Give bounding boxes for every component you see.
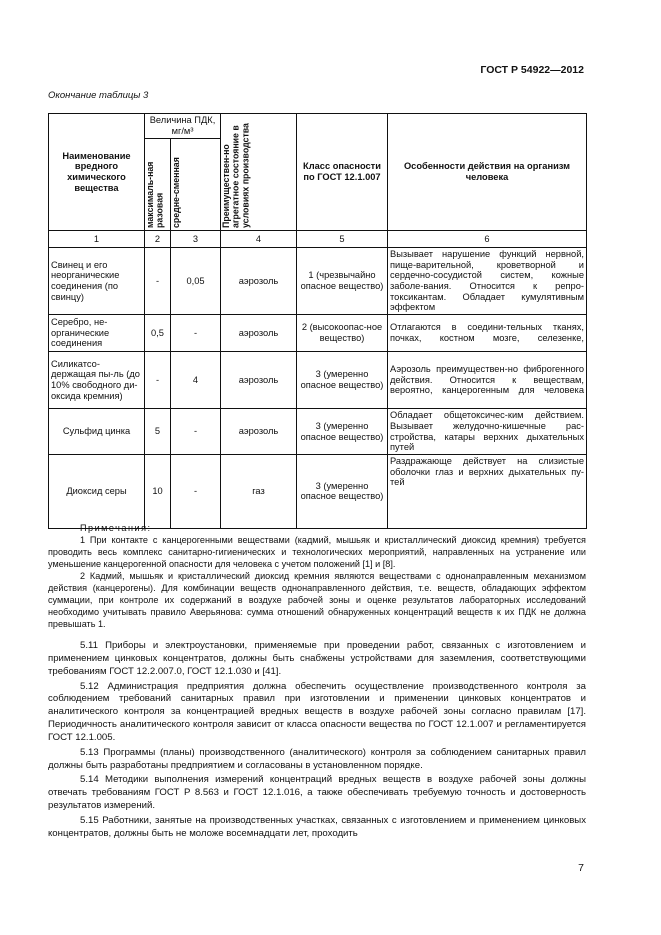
row-class: 3 (умеренно опасное вещество) [297, 454, 388, 528]
header-class: Класс опасности по ГОСТ 12.1.007 [297, 114, 388, 231]
row-max: - [145, 248, 171, 315]
header-max [145, 138, 171, 231]
row-state: аэрозоль [221, 352, 297, 409]
row-class: 3 (умеренно опасное вещество) [297, 352, 388, 409]
row-class: 1 (чрезвычайно опасное вещество) [297, 248, 388, 315]
row-class: 2 (высокоопас-ное вещество) [297, 315, 388, 352]
col-num: 4 [221, 231, 297, 248]
row-max: 5 [145, 409, 171, 455]
row-state: аэрозоль [221, 409, 297, 455]
row-avg: - [171, 315, 221, 352]
header-state-text: Преимуществен-но агрегатное состояние в условиях производства [221, 123, 251, 228]
table-row [49, 409, 587, 455]
paragraph: 5.13 Программы (планы) производственного (аналитического) контроля за соблюдением санитарных правил должны быть разработаны предприятием и согласованы в установленном порядке. [48, 746, 586, 771]
paragraph: 5.15 Работники, занятые на производственных участках, связанных с изготовлением и применением цинковых концентратов, должны быть не моложе восемнадцати лет, проходить [48, 814, 586, 839]
paragraph: 5.14 Методики выполнения измерений концентраций вредных веществ в воздухе рабочей зоны должны отвечать требованиям ГОСТ Р 8.563 и ГОСТ 12.1.016, а также обеспечивать требуемую точность и достоверность результатов измерений. [48, 774, 586, 812]
document-code: ГОСТ Р 54922—2012 [480, 64, 584, 76]
row-avg: - [171, 454, 221, 528]
header-state [221, 114, 297, 231]
col-num: 2 [145, 231, 171, 248]
row-avg: 0,05 [171, 248, 221, 315]
row-state: аэрозоль [221, 315, 297, 352]
header-avg [171, 138, 221, 231]
hazard-table [48, 113, 587, 529]
row-max: 0,5 [145, 315, 171, 352]
header-pdk: Величина ПДК, мг/м³ [145, 114, 221, 139]
row-max: - [145, 352, 171, 409]
header-avg-text: средне-сменная [171, 157, 181, 228]
page-number: 7 [578, 862, 584, 874]
row-features: Отлагаются в соедини-тельных тканях, почках, костном мозге, селезенке, [388, 315, 587, 352]
row-features: Аэрозоль преимуществен-но фиброгенного действия. Относится к веществам, вероятно, канцерогенным для человека [388, 352, 587, 409]
table-caption: Окончание таблицы 3 [48, 90, 149, 101]
row-features: Вызывает нарушение функций нервной, пище-варительной, кроветворной и сердечно-сосудистой систем, кожные заболе-вания. Относится к репро-токсикантам. Обладает кумулятивным эффектом [388, 248, 587, 315]
table-row [49, 248, 587, 315]
table-row [49, 352, 587, 409]
paragraph: 5.12 Администрация предприятия должна обеспечить осуществление производственного контроля за соблюдением требований санитарных правил при изготовлении и применении цинковых концентратов и аналитического контроля за концентрацией вредных веществ в воздухе рабочей зоны согласно правилам [17]. Периодичность аналитического контроля зависит от класса опасности вещества по ГОСТ 12.1.007 и регламентируется ГОСТ 12.1.005. [48, 680, 586, 743]
header-features: Особенности действия на организм человека [388, 114, 587, 231]
table-row [49, 315, 587, 352]
note-item: 2 Кадмий, мышьяк и кристаллический диоксид кремния являются веществами с однонаправленным механизмом действия (канцерогены). Для комбинации веществ однонаправленного действия, т.е. веществ, обладающих эффектом суммации, при контроле их содержаний в воздухе рабочей зоны и оценке результатов лабораторных исследований необходимо учитывать правило Аверьянова: сумма отношений обнаруженных концентраций веществ к их ПДК не должна превышать 1. [48, 571, 586, 629]
row-avg: 4 [171, 352, 221, 409]
row-name: Свинец и его неорганические соединения (по свинцу) [49, 248, 145, 315]
col-num: 5 [297, 231, 388, 248]
col-num: 6 [388, 231, 587, 248]
row-features: Раздражающе действует на слизистые оболочки глаз и верхних дыхательных пу-тей [388, 454, 587, 528]
row-avg: - [171, 409, 221, 455]
row-class: 3 (умеренно опасное вещество) [297, 409, 388, 455]
table-notes [48, 522, 586, 630]
row-name: Диоксид серы [49, 454, 145, 528]
row-name: Серебро, не-органические соединения [49, 315, 145, 352]
table-row [49, 454, 587, 528]
row-max: 10 [145, 454, 171, 528]
row-name: Силикатсо-держащая пы-ль (до 10% свободного ди-оксида кремния) [49, 352, 145, 409]
header-max-text: максималь-ная разовая [145, 161, 165, 228]
row-state: аэрозоль [221, 248, 297, 315]
column-numbers-row [49, 231, 587, 248]
paragraph: 5.11 Приборы и электроустановки, применяемые при проведении работ, связанных с изготовлением и применением цинковых концентратов, должны быть снабжены устройствами для заземления, соответствующими требованиям ГОСТ 12.2.007.0, ГОСТ 12.1.030 и [41]. [48, 640, 586, 677]
notes-title: Примечания: [80, 523, 152, 533]
col-num: 3 [171, 231, 221, 248]
row-features: Обладает общетоксичес-ким действием. Вызывает желудочно-кишечные рас-стройства, катары верхних дыхательных путей [388, 409, 587, 455]
body-text [48, 640, 586, 843]
row-state: газ [221, 454, 297, 528]
note-item: 1 При контакте с канцерогенными веществами (кадмий, мышьяк и кристаллический диоксид кремния) требуется проводить весь комплекс санитарно-гигиенических и технологических мероприятий, направленных на устранение или уменьшение канцерогенной опасности для человека с учетом положений [1] и [8]. [48, 535, 586, 569]
row-name: Сульфид цинка [49, 409, 145, 455]
col-num: 1 [49, 231, 145, 248]
header-name: Наименование вредного химического вещества [49, 114, 145, 231]
